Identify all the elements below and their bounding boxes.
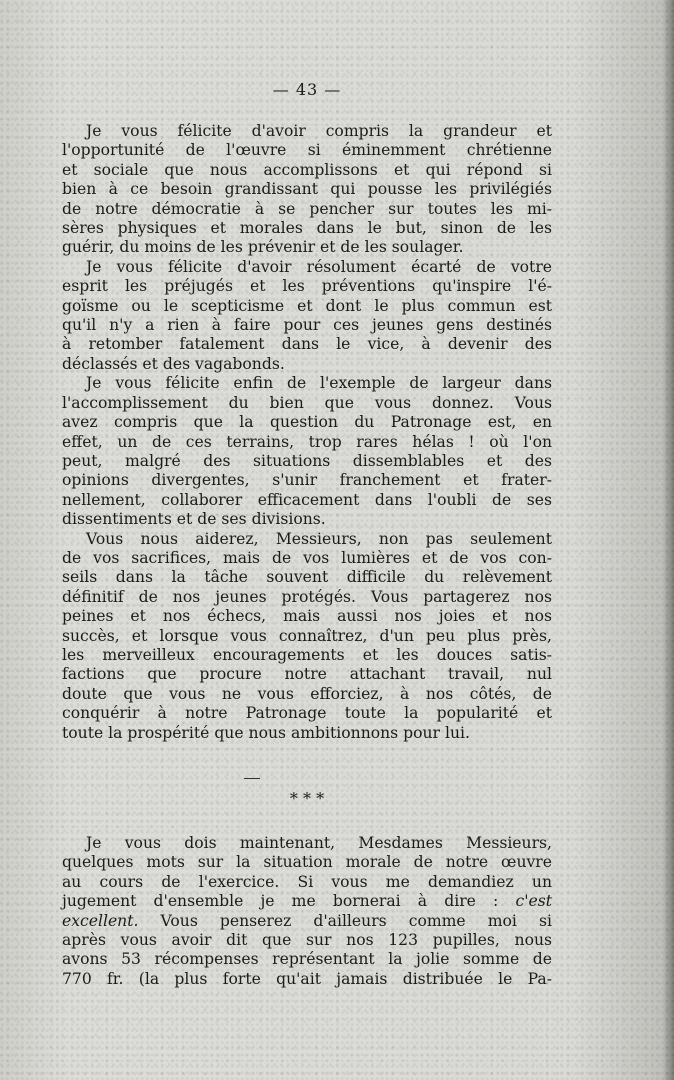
text-line: les merveilleux encouragements et les douces satis- [62,645,552,664]
text-line: bien à ce besoin grandissant qui pousse les privilégiés [62,180,552,199]
text-line: Je vous félicite d'avoir résolument écarté de votre [86,257,552,276]
text-line: doute que vous ne vous efforciez, à nos côtés, de [62,684,552,703]
text-run: Vous penserez d'ailleurs comme moi si [138,911,552,930]
text-line: qu'il n'y a rien à faire pour ces jeunes gens destinés [62,316,552,335]
section-separator [62,778,552,806]
paragraph [62,530,552,743]
italic-text: c'est [515,892,552,911]
text-line [62,892,552,911]
text-run: jugement d'ensemble je me bornerai à dire : [62,892,516,911]
text-line: nellement, collaborer efficacement dans l'oubli de ses [62,490,552,509]
text-line [62,912,552,931]
page-number: — 43 — [272,80,342,99]
paragraph [62,258,552,374]
text-line: définitif de nos jeunes protégés. Vous partagerez nos [62,587,552,606]
text-line: succès, et lorsque vous connaîtrez, d'un peu plus près, [62,626,552,645]
text-line: l'accomplissement du bien que vous donnez. Vous [62,393,552,412]
text-line: Je vous félicite enfin de l'exemple de largeur dans [86,374,552,393]
text-line: au cours de l'exercice. Si vous me demandiez un [62,872,552,891]
paragraph [62,122,552,258]
separator-dash [244,778,260,779]
text-line: de vos sacrifices, mais de vos lumières et de vos con- [62,548,552,567]
text-line: 770 fr. (la plus forte qu'ait jamais distribuée le Pa- [62,969,552,988]
text-line: déclassés et des vagabonds. [62,354,285,373]
text-line: opinions divergentes, s'unir franchement et frater- [62,471,552,490]
text-line: effet, un de ces terrains, trop rares hélas ! où l'on [62,432,552,451]
italic-text: excellent. [62,911,139,930]
text-line: seils dans la tâche souvent difficile du relèvement [62,568,552,587]
text-line: toute la prospérité que nous ambitionnons pour lui. [62,723,470,742]
text-line: quelques mots sur la situation morale de notre œuvre [62,853,552,872]
scan-shadow-edge [662,0,674,1080]
text-line: factions que procure notre attachant travail, nul [62,665,552,684]
text-line: Vous nous aiderez, Messieurs, non pas seulement [86,529,552,548]
text-line: l'opportunité de l'œuvre si éminemment chrétienne [62,141,552,160]
text-line: guérir, du moins de les prévenir et de les soulager. [62,238,464,257]
text-line: à retomber fatalement dans le vice, à devenir des [62,335,552,354]
text-line: Je vous dois maintenant, Mesdames Messieurs, [86,834,552,852]
paragraph [62,374,552,529]
body-text [62,122,552,743]
text-line: et sociale que nous accomplissons et qui répond si [62,160,552,179]
text-line: sères physiques et morales dans le but, sinon de les [62,219,552,238]
closing-text [62,834,552,989]
text-line: Je vous félicite d'avoir compris la grandeur et [86,122,552,140]
text-line: de notre démocratie à se pencher sur toutes les mi- [62,199,552,218]
text-line: peut, malgré des situations dissemblables et des [62,451,552,470]
text-line: avez compris que la question du Patronage est, en [62,413,552,432]
text-line: esprit les préjugés et les préventions qu'inspire l'é- [62,277,552,296]
text-line: conquérir à notre Patronage toute la popularité et [62,704,552,723]
asterism: * * * [289,789,325,808]
text-line: après vous avoir dit que sur nos 123 pupilles, nous [62,931,552,950]
text-line: dissentiments et de ses divisions. [62,510,326,529]
text-line: peines et nos échecs, mais aussi nos joies et nos [62,607,552,626]
text-line: goïsme ou le scepticisme et dont le plus commun est [62,296,552,315]
text-line: avons 53 récompenses représentant la jolie somme de [62,950,552,969]
